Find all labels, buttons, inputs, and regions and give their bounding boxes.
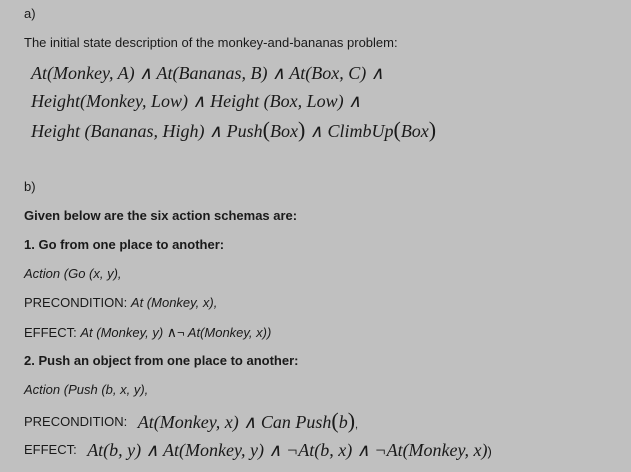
item2-precondition-trail: , [355, 419, 359, 431]
item1-precondition-body: At (Monkey, x), [130, 295, 218, 310]
part-b-label: b) [24, 179, 36, 194]
formula-line-3-part-a: Height (Bananas, High) ∧ Push [31, 121, 263, 141]
item2-action-body: (Push (b, x, y), [60, 382, 149, 397]
item2-effect [24, 440, 492, 461]
item1-effect [24, 324, 271, 341]
close-paren: ) [347, 408, 356, 433]
item2-precondition-formula-a: At(Monkey, x) ∧ Can Push [137, 412, 332, 432]
item2-action-prefix: Action [24, 382, 61, 397]
item1-precondition-label: PRECONDITION: [24, 295, 131, 310]
formula-line-2: Height(Monkey, Low) ∧ Height (Box, Low) ∧ [31, 91, 362, 111]
close-paren: ) [297, 117, 306, 142]
part-a-label: a) [24, 6, 36, 21]
item1-effect-and: ∧ [166, 324, 178, 340]
item2-effect-formula: At(b, y) ∧ At(Monkey, y) ∧ ¬At(b, x) ∧ ¬At(Monkey, x) [87, 440, 488, 460]
item1-action-body: (Go (x, y), [60, 266, 122, 281]
open-paren: ( [331, 408, 339, 433]
part-a-intro: The initial state description of the monkey-and-bananas problem: [24, 35, 398, 50]
formula-line-3-part-d: Box [400, 121, 429, 141]
item2-effect-trail: ) [487, 444, 492, 459]
item1-action-prefix: Action [24, 266, 61, 281]
item2-precondition-label: PRECONDITION: [24, 414, 128, 429]
item1-precondition [24, 295, 217, 310]
item1-effect-body-b: ¬ At(Monkey, x)) [177, 325, 272, 340]
formula-line-3-part-c: ∧ ClimbUp [305, 121, 394, 141]
item2-action [24, 382, 148, 397]
item1-effect-label: EFFECT: [24, 325, 81, 340]
formula-line-3 [31, 117, 436, 143]
item1-effect-body-a: At (Monkey, y) [80, 325, 167, 340]
open-paren: ( [262, 117, 270, 142]
item2-precondition-formula [137, 408, 356, 433]
item2-precondition-formula-b: b [338, 412, 348, 432]
item1-action [24, 266, 122, 281]
item1-title: 1. Go from one place to another: [24, 237, 225, 252]
item2-effect-label: EFFECT: [24, 442, 77, 457]
close-paren: ) [428, 117, 437, 142]
item2-title: 2. Push an object from one place to another: [24, 353, 299, 368]
part-b-heading: Given below are the six action schemas are: [24, 208, 298, 223]
formula-line-3-part-b: Box [269, 121, 298, 141]
formula-line-1: At(Monkey, A) ∧ At(Bananas, B) ∧ At(Box, C) ∧ [31, 63, 384, 83]
item2-precondition [24, 408, 358, 434]
open-paren: ( [393, 117, 401, 142]
